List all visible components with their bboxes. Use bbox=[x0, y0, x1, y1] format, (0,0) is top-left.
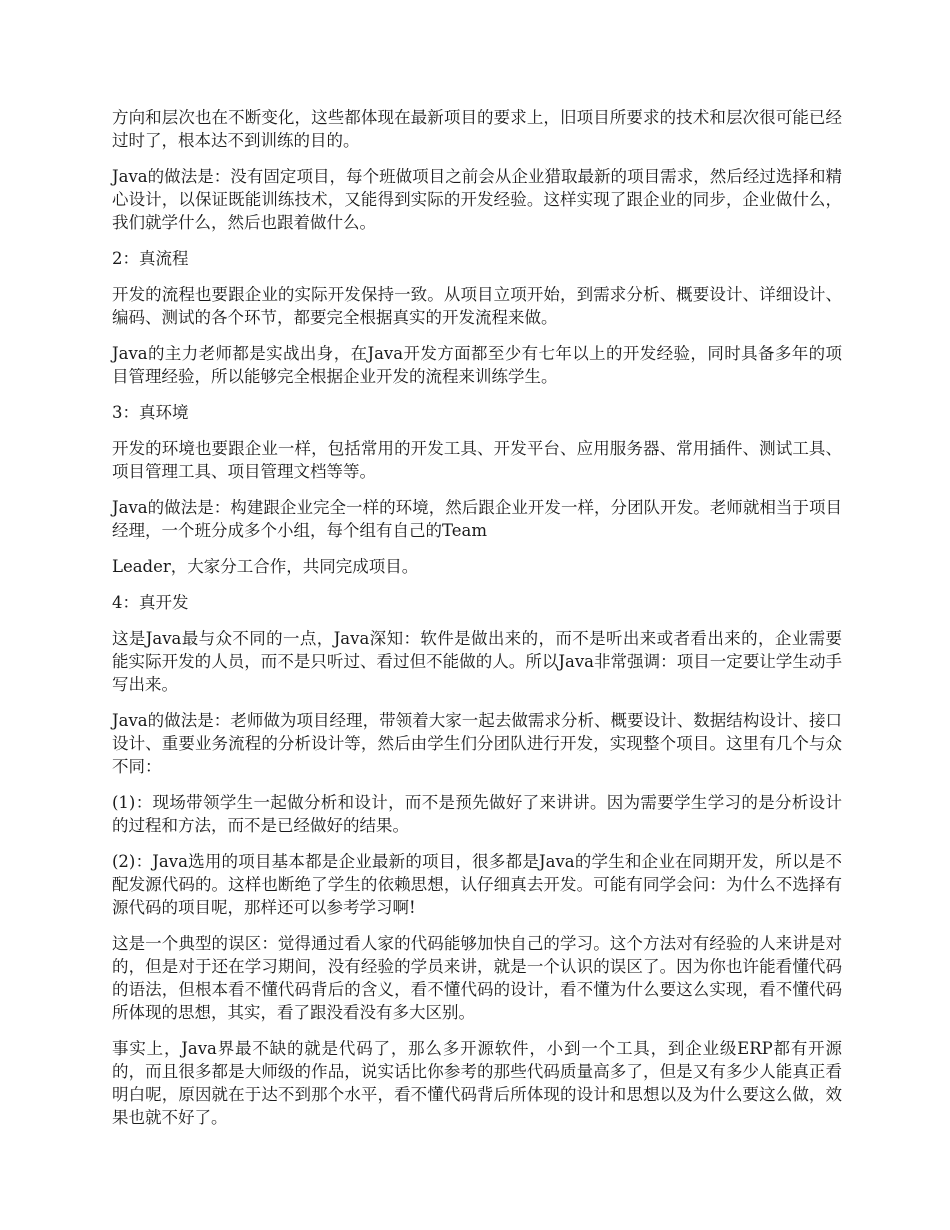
paragraph: (1)：现场带领学生一起做分析和设计，而不是预先做好了来讲讲。因为需要学生学习的是分析设计的过程和方法，而不是已经做好的结果。 bbox=[112, 793, 842, 835]
section-heading: 2：真流程 bbox=[112, 249, 189, 268]
paragraph: 这是Java最与众不同的一点，Java深知：软件是做出来的，而不是听出来或者看出来的，企业需要能实际开发的人员，而不是只听过、看过但不能做的人。所以Java非常强调：项目一定要让学生动手写出来。 bbox=[112, 629, 842, 694]
section-heading: 3：真环境 bbox=[112, 403, 189, 422]
section-heading: 4：真开发 bbox=[112, 593, 189, 612]
paragraph: Java的做法是：没有固定项目，每个班做项目之前会从企业猎取最新的项目需求，然后经过选择和精心设计，以保证既能训练技术，又能得到实际的开发经验。这样实现了跟企业的同步，企业做什么，我们就学什么，然后也跟着做什么。 bbox=[112, 167, 842, 232]
paragraph: Leader，大家分工合作，共同完成项目。 bbox=[112, 557, 419, 576]
paragraph: Java的做法是：构建跟企业完全一样的环境，然后跟企业开发一样，分团队开发。老师就相当于项目经理，一个班分成多个小组，每个组有自己的Team bbox=[112, 498, 842, 540]
paragraph: 方向和层次也在不断变化，这些都体现在最新项目的要求上，旧项目所要求的技术和层次很可能已经过时了，根本达不到训练的目的。 bbox=[112, 108, 842, 150]
paragraph: (2)：Java选用的项目基本都是企业最新的项目，很多都是Java的学生和企业在同期开发，所以是不配发源代码的。这样也断绝了学生的依赖思想，认仔细真去开发。可能有同学会问：为什么不选择有源代码的项目呢，那样还可以参考学习啊! bbox=[112, 852, 842, 917]
paragraph: 开发的流程也要跟企业的实际开发保持一致。从项目立项开始，到需求分析、概要设计、详细设计、编码、测试的各个环节，都要完全根据真实的开发流程来做。 bbox=[112, 285, 842, 327]
paragraph: 这是一个典型的误区：觉得通过看人家的代码能够加快自己的学习。这个方法对有经验的人来讲是对的，但是对于还在学习期间，没有经验的学员来讲，就是一个认识的误区了。因为你也许能看懂代码的语法，但根本看不懂代码背后的含义，看不懂代码的设计，看不懂为什么要这么实现，看不懂代码所体现的思想，其实，看了跟没看没有多大区别。 bbox=[112, 934, 842, 1022]
paragraph: 事实上，Java界最不缺的就是代码了，那么多开源软件，小到一个工具，到企业级ERP都有开源的，而且很多都是大师级的作品，说实话比你参考的那些代码质量高多了，但是又有多少人能真正看明白呢，原因就在于达不到那个水平，看不懂代码背后所体现的设计和思想以及为什么要这么做，效果也就不好了。 bbox=[112, 1039, 842, 1127]
paragraph: 开发的环境也要跟企业一样，包括常用的开发工具、开发平台、应用服务器、常用插件、测试工具、项目管理工具、项目管理文档等等。 bbox=[112, 439, 842, 481]
paragraph: Java的主力老师都是实战出身，在Java开发方面都至少有七年以上的开发经验，同时具备多年的项目管理经验，所以能够完全根据企业开发的流程来训练学生。 bbox=[112, 344, 842, 386]
document-body bbox=[112, 106, 842, 1142]
paragraph: Java的做法是：老师做为项目经理，带领着大家一起去做需求分析、概要设计、数据结构设计、接口设计、重要业务流程的分析设计等，然后由学生们分团队进行开发，实现整个项目。这里有几个与众不同： bbox=[112, 711, 842, 776]
